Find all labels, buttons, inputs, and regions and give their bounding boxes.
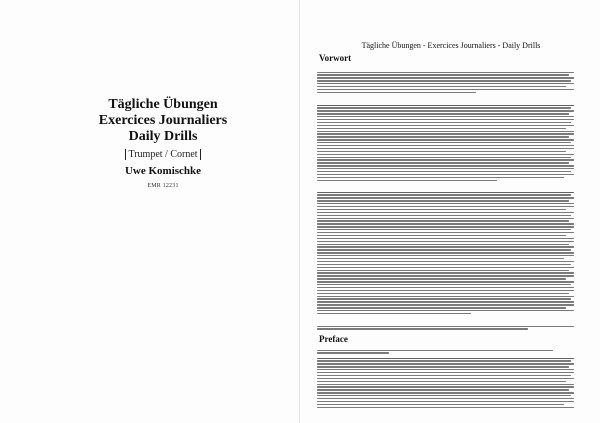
text-line (317, 174, 574, 175)
text-line (317, 360, 571, 361)
text-line (317, 350, 553, 351)
text-line (317, 133, 574, 134)
text-line (317, 77, 574, 78)
text-line (317, 244, 569, 245)
text-line (317, 128, 566, 129)
text-line (317, 307, 566, 308)
text-line (317, 261, 574, 262)
text-line (317, 223, 574, 224)
text-line (317, 287, 574, 288)
text-line (317, 381, 566, 382)
text-line (317, 72, 574, 73)
instrument-label: Trumpet / Cornet (125, 149, 200, 160)
preface-paragraph-1 (317, 348, 574, 354)
text-line (317, 122, 571, 123)
text-line (317, 116, 574, 117)
text-line (317, 206, 574, 207)
title-block (88, 97, 238, 190)
text-line (317, 212, 574, 213)
vorwort-paragraph-1 (317, 70, 574, 93)
text-line (317, 275, 574, 276)
text-line (317, 267, 574, 268)
text-line (317, 229, 571, 230)
text-line (317, 171, 571, 172)
text-line (317, 180, 497, 181)
text-line (317, 246, 574, 247)
text-line (317, 290, 574, 291)
text-line (317, 105, 574, 106)
text-line (317, 238, 574, 239)
text-line (317, 142, 571, 143)
text-line (317, 249, 571, 250)
text-line (317, 110, 574, 111)
instrument-subtitle (88, 149, 238, 161)
text-line (317, 278, 566, 279)
text-line (317, 119, 574, 120)
text-line (317, 401, 574, 402)
preface-paragraph-2 (317, 356, 574, 408)
text-line (317, 293, 569, 294)
text-line (317, 113, 569, 114)
text-line (317, 241, 574, 242)
text-line (317, 139, 574, 140)
text-line (317, 386, 574, 387)
text-line (317, 313, 471, 314)
text-line (317, 192, 574, 193)
title-line-3: Daily Drills (128, 129, 198, 144)
text-line (317, 194, 571, 195)
text-line (317, 162, 569, 163)
text-line (317, 326, 574, 327)
text-line (317, 232, 574, 233)
text-line (317, 159, 574, 160)
vorwort-paragraph-2 (317, 103, 574, 181)
text-line (317, 264, 571, 265)
text-line (317, 369, 574, 370)
vorwort-paragraph-3 (317, 190, 574, 314)
text-line (317, 301, 574, 302)
text-line (317, 226, 574, 227)
text-line (317, 384, 574, 385)
text-line (317, 215, 571, 216)
text-line (317, 392, 574, 393)
text-line (317, 200, 569, 201)
text-line (317, 92, 476, 93)
text-line (317, 352, 389, 353)
text-line (317, 375, 571, 376)
text-line (317, 197, 574, 198)
text-line (317, 310, 574, 311)
text-line (317, 366, 569, 367)
text-line (317, 83, 574, 84)
section-heading-preface: Preface (319, 334, 348, 344)
text-line (317, 89, 574, 90)
text-line (317, 151, 566, 152)
vorwort-closing (317, 324, 574, 330)
text-line (317, 404, 564, 405)
text-line (317, 270, 569, 271)
text-line (317, 328, 528, 329)
text-line (317, 235, 566, 236)
text-line (317, 284, 571, 285)
text-line (317, 86, 566, 87)
text-line (317, 74, 569, 75)
text-line (317, 281, 574, 282)
section-heading-vorwort: Vorwort (319, 53, 352, 63)
text-line (317, 252, 574, 253)
text-line (317, 168, 574, 169)
text-line (317, 148, 574, 149)
text-line (317, 296, 574, 297)
text-line (317, 395, 571, 396)
title-line-2: Exercices Journaliers (98, 113, 228, 128)
text-line (317, 203, 574, 204)
text-line (317, 209, 566, 210)
title-line-1: Tägliche Übungen (108, 97, 218, 112)
text-line (317, 154, 574, 155)
text-line (317, 157, 571, 158)
text-line (317, 272, 574, 273)
text-line (317, 145, 574, 146)
text-line (317, 407, 574, 408)
text-line (317, 363, 574, 364)
text-line (317, 358, 574, 359)
text-line (317, 125, 574, 126)
text-line (317, 389, 569, 390)
text-line (317, 131, 574, 132)
author-name: Uwe Komischke (124, 165, 202, 177)
text-line (317, 372, 574, 373)
text-line (317, 136, 569, 137)
text-line (317, 177, 564, 178)
text-line (317, 255, 574, 256)
text-line (317, 378, 574, 379)
text-line (317, 304, 574, 305)
text-line (317, 107, 571, 108)
text-line (317, 220, 569, 221)
text-line (317, 258, 564, 259)
text-line (317, 218, 574, 219)
running-head: Tägliche Übungen - Exercices Journaliers - Daily Drills (361, 41, 541, 50)
text-line (317, 165, 574, 166)
text-line (317, 298, 571, 299)
text-line (317, 80, 571, 81)
catalog-number: EMR 12231 (147, 183, 179, 189)
text-line (317, 398, 574, 399)
